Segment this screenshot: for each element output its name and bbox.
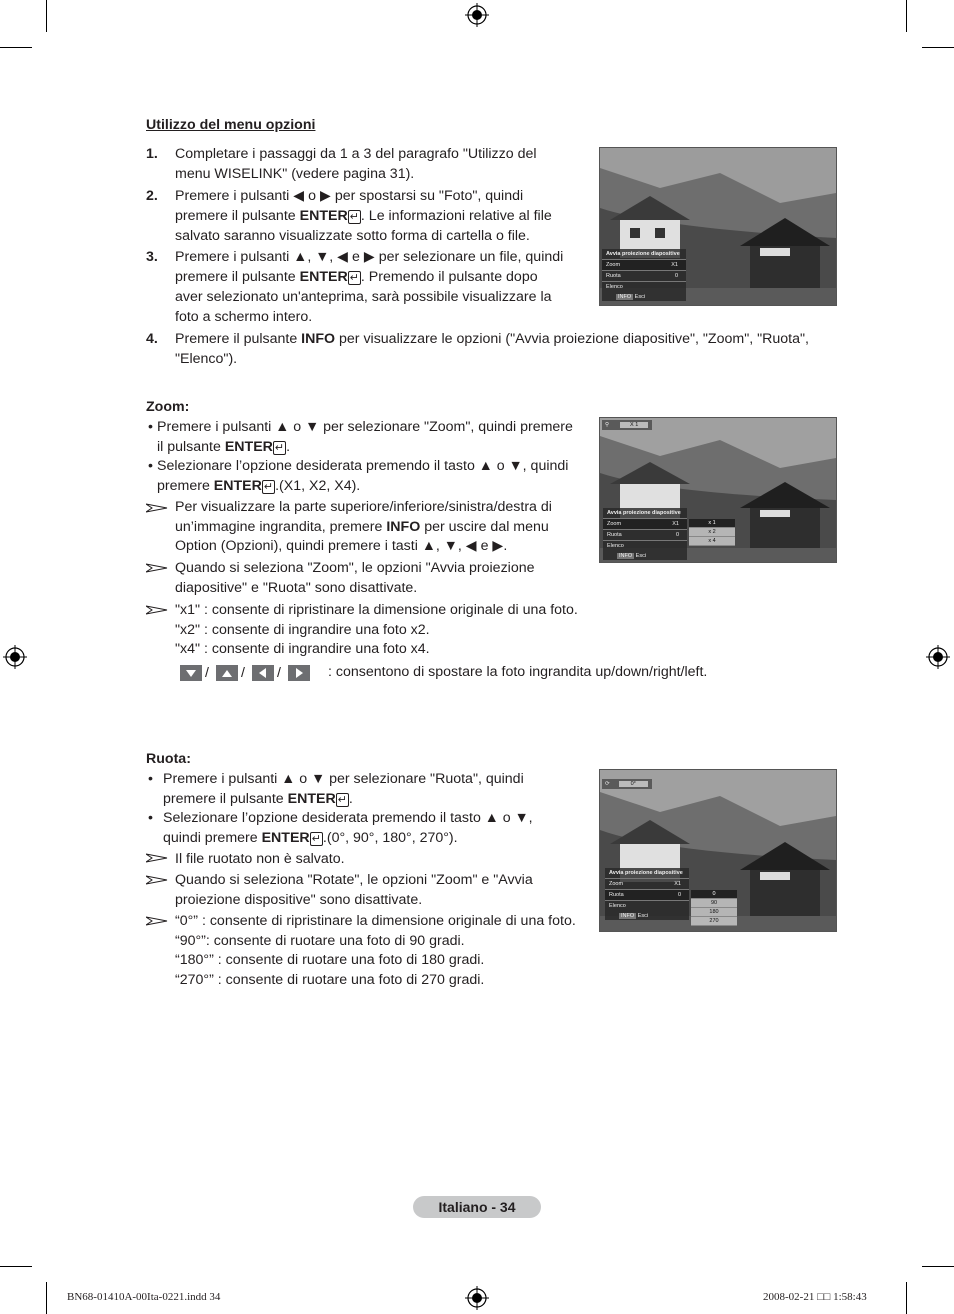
menu-title: Avvia proiezione diapositive [606, 251, 680, 257]
enter-icon: ↵ [349, 210, 359, 223]
step-number: 2. [146, 188, 158, 204]
step-3 [146, 248, 586, 327]
options-menu [602, 249, 686, 301]
menu-title: Avvia proiezione diapositive [607, 510, 681, 516]
submenu-option[interactable]: x 2 [689, 528, 735, 537]
menu-row-ruota[interactable] [603, 529, 687, 540]
bullet-text: o [289, 419, 306, 435]
enter-key-label: ENTER [261, 829, 310, 846]
enter-icon: ↵ [274, 441, 285, 454]
note-arrow-icon [146, 875, 168, 885]
submenu-option[interactable]: 270 [691, 917, 737, 926]
note-text: "x1" : consente di ripristinare la dimensione originale di una foto. [175, 602, 578, 618]
options-menu [605, 868, 689, 920]
submenu-option[interactable]: x 4 [689, 537, 735, 546]
note-arrow-icon [146, 605, 168, 615]
down-arrow-icon: ▼ [305, 419, 320, 435]
bullet-text: per selezionare "Ruota", quindi [325, 771, 524, 787]
right-arrow-icon: ▶ [319, 188, 331, 204]
tv-screen-options [599, 147, 837, 306]
left-arrow-icon: ◀ [465, 538, 477, 555]
note-text: , [435, 538, 444, 555]
note-text: , [457, 538, 466, 555]
ruota-note-1: Il file ruotato non è salvato. [175, 851, 345, 867]
note-arrow-icon [146, 916, 168, 926]
bullet-text: .(0°, 90°, 180°, 270°). [322, 829, 458, 846]
submenu-option[interactable]: 90 [691, 899, 737, 908]
menu-row-label: Elenco [609, 903, 626, 909]
enter-key-label: ENTER [224, 438, 273, 455]
page-number-label: Italiano - 34 [413, 1196, 541, 1218]
menu-row-value: X1 [672, 521, 679, 527]
menu-row-zoom[interactable] [602, 259, 686, 270]
bullet-text: .(X1, X2, X4). [275, 477, 361, 494]
submenu-option[interactable]: x 1 [689, 519, 735, 528]
note-text: e [476, 538, 493, 555]
ruota-heading: Ruota: [146, 751, 191, 767]
up-arrow-icon: ▲ [421, 538, 436, 555]
info-key-label: INFO [386, 518, 421, 535]
step-text: , [329, 249, 338, 265]
crop-mark [46, 1282, 47, 1314]
magnifier-icon: ⚲ [605, 422, 610, 428]
footer-date: 2008-02-21 □□ 1:58:43 [763, 1291, 867, 1303]
section-heading: Utilizzo del menu opzioni [146, 117, 316, 133]
note-text: “90°”: consente di ruotare una foto di 90 gradi. [175, 932, 465, 949]
enter-key-label: ENTER [299, 207, 348, 224]
note-text: "x4" : consente di ingrandire una foto x4. [175, 641, 430, 658]
menu-row-label: Elenco [606, 284, 623, 290]
slash: / [277, 665, 281, 681]
rotate-angle: 0° [619, 781, 648, 787]
exit-label: Esci [635, 553, 647, 559]
info-button[interactable]: INFO [621, 913, 635, 919]
zoom-bullet-1 [146, 418, 596, 458]
bullet-icon: • [148, 771, 153, 787]
down-arrow-icon: ▼ [508, 458, 523, 474]
crop-mark [906, 1282, 907, 1314]
options-menu [603, 508, 687, 560]
zoom-heading: Zoom: [146, 399, 190, 415]
bullet-text: . [348, 790, 353, 807]
enter-key-label: ENTER [213, 477, 262, 494]
step-number: 1. [146, 146, 158, 162]
zoom-submenu [689, 519, 735, 546]
ruota-note-2 [175, 871, 595, 910]
bullet-text: premere il pulsante [163, 790, 288, 807]
crop-mark [0, 1266, 32, 1267]
bullet-text: Selezionare l’opzione desiderata premendo il tasto [163, 810, 485, 826]
menu-row-value: 0 [675, 532, 679, 538]
step-text: foto a schermo intero. [175, 308, 313, 325]
rotate-icon: ⟳ [605, 781, 610, 787]
bullet-text: Selezionare l’opzione desiderata premendo il tasto [157, 458, 479, 474]
ruota-note-3 [175, 912, 615, 990]
registration-mark-icon [465, 3, 489, 27]
step-text: menu WISELINK" (vedere pagina 31). [175, 165, 415, 182]
submenu-option[interactable]: 0 [691, 890, 737, 899]
menu-row-value: 0 [677, 892, 681, 898]
right-arrow-icon: ▶ [363, 249, 375, 265]
bullet-icon: • [148, 419, 153, 435]
exit-label: Esci [634, 294, 646, 300]
menu-row-zoom[interactable] [603, 518, 687, 529]
step-text: "Elenco"). [175, 350, 238, 367]
registration-mark-icon [3, 645, 27, 669]
step-text: Completare i passaggi da 1 a 3 del paragrafo "Utilizzo del [175, 146, 537, 162]
note-text: “270°” : consente di ruotare una foto di 270 gradi. [175, 971, 485, 988]
down-arrow-icon: ▼ [514, 810, 529, 826]
step-text: Premere i pulsanti [175, 249, 294, 265]
menu-row-elenco[interactable] [605, 900, 689, 911]
enter-icon: ↵ [311, 832, 321, 845]
note-text: Per visualizzare la parte superiore/inferiore/sinistra/destra di [175, 499, 552, 515]
bullet-text: Premere i pulsanti [163, 771, 282, 787]
menu-row-ruota[interactable] [602, 270, 686, 281]
menu-row-zoom[interactable] [605, 878, 689, 889]
footer-file: BN68-01410A-00Ita-0221.indd 34 [67, 1291, 221, 1303]
bullet-text: , [528, 810, 533, 826]
bullet-text: . [286, 438, 291, 455]
step-text: premere il pulsante [175, 268, 300, 285]
menu-row-label: Ruota [606, 273, 621, 279]
up-arrow-icon: ▲ [478, 458, 493, 474]
enter-key-label: ENTER [299, 268, 348, 285]
right-arrow-icon: ▶ [492, 538, 504, 555]
tv-screen-zoom [599, 417, 837, 563]
menu-row-label: Zoom [606, 262, 621, 268]
step-text: per visualizzare le opzioni ("Avvia proiezione diapositive", "Zoom", "Ruota", [335, 331, 809, 347]
menu-row-elenco[interactable] [602, 281, 686, 292]
note-text: . [503, 538, 508, 555]
menu-row-value: X1 [674, 881, 681, 887]
step-1 [146, 145, 586, 184]
down-arrow-icon: ▼ [315, 249, 330, 265]
crop-mark [46, 0, 47, 32]
step-text: Premere i pulsanti [175, 188, 294, 204]
bullet-text: o [295, 771, 312, 787]
note-text: Option (Opzioni), quindi premere i tasti [175, 538, 422, 555]
step-text: o [304, 188, 320, 204]
step-text: Premere il pulsante [175, 331, 302, 347]
ruota-bullet-2 [146, 809, 596, 849]
left-arrow-icon: ◀ [337, 249, 349, 265]
enter-icon: ↵ [263, 480, 274, 493]
note-arrow-icon [146, 503, 168, 513]
menu-row-label: Ruota [609, 892, 624, 898]
step-text: per spostarsi su "Foto", quindi [330, 188, 524, 204]
rotate-submenu [691, 890, 737, 926]
menu-row-ruota[interactable] [605, 889, 689, 900]
crop-mark [922, 1266, 954, 1267]
up-arrow-icon: ▲ [293, 249, 308, 265]
step-number: 4. [146, 331, 158, 347]
step-text: salvato saranno visualizzate sotto forma di cartella o file. [175, 228, 530, 245]
bullet-text: o [492, 458, 509, 474]
enter-key-label: ENTER [287, 790, 336, 807]
menu-row-elenco[interactable] [603, 540, 687, 551]
enter-icon: ↵ [337, 793, 347, 806]
ruota-bullet-1 [146, 770, 596, 810]
note-arrow-icon [146, 853, 168, 863]
bullet-icon: • [148, 458, 153, 474]
enter-icon: ↵ [349, 271, 359, 284]
down-arrow-icon: ▼ [443, 538, 458, 555]
zoom-note-2 [175, 559, 595, 598]
up-button-icon [216, 665, 238, 681]
note-text: proiezione dispositive" sono disattivate. [175, 891, 423, 908]
up-arrow-icon: ▲ [275, 419, 290, 435]
crop-mark [0, 47, 32, 48]
registration-mark-icon [465, 1286, 489, 1310]
nav-description: : consentono di spostare la foto ingrandita up/down/right/left. [328, 664, 708, 680]
crop-mark [922, 47, 954, 48]
menu-row-label: Elenco [607, 543, 624, 549]
note-text: diapositive" e "Ruota" sono disattivate. [175, 579, 418, 596]
note-text: "x2" : consente di ingrandire una foto x2. [175, 621, 430, 638]
bullet-icon: • [148, 810, 153, 826]
bullet-text: premere [157, 477, 214, 494]
menu-row-label: Zoom [607, 521, 622, 527]
menu-title: Avvia proiezione diapositive [609, 870, 683, 876]
step-text: . Premendo il pulsante dopo [360, 268, 538, 285]
zoom-bullet-2 [146, 457, 596, 497]
note-text: Quando si seleziona "Rotate", le opzioni "Zoom" e "Avvia [175, 872, 533, 888]
zoom-note-1 [175, 498, 595, 557]
crop-mark [906, 0, 907, 32]
bullet-text: quindi premere [163, 829, 262, 846]
note-text: “0°” : consente di ripristinare la dimensione originale di una foto. [175, 913, 576, 929]
up-arrow-icon: ▲ [281, 771, 296, 787]
tv-screen-rotate [599, 769, 837, 932]
bullet-text: o [498, 810, 515, 826]
note-text: Quando si seleziona "Zoom", le opzioni "Avvia proiezione [175, 560, 535, 576]
note-arrow-icon [146, 563, 168, 573]
info-button[interactable]: INFO [618, 294, 632, 300]
menu-row-value: 0 [674, 273, 678, 279]
step-text: . Le informazioni relative al file [360, 207, 552, 224]
slash: / [205, 665, 209, 681]
step-text: per selezionare un file, quindi [374, 249, 564, 265]
note-text: per uscire dal menu [420, 518, 549, 535]
step-2 [146, 187, 586, 247]
submenu-option[interactable]: 180 [691, 908, 737, 917]
down-arrow-icon: ▼ [311, 771, 326, 787]
note-text: “180°” : consente di ruotare una foto di 180 gradi. [175, 952, 485, 969]
menu-row-value: X1 [671, 262, 678, 268]
exit-label: Esci [637, 913, 649, 919]
bullet-text: , quindi [522, 458, 569, 474]
info-key-label: INFO [301, 331, 336, 347]
zoom-note-3 [175, 601, 775, 660]
rotate-indicator [602, 779, 652, 789]
registration-mark-icon [926, 645, 950, 669]
bullet-text: il pulsante [157, 438, 225, 455]
menu-row-label: Ruota [607, 532, 622, 538]
step-4 [146, 330, 846, 369]
info-button[interactable]: INFO [619, 553, 633, 559]
step-number: 3. [146, 249, 158, 265]
zoom-level: X 1 [620, 422, 648, 428]
up-arrow-icon: ▲ [484, 810, 499, 826]
menu-row-label: Zoom [609, 881, 624, 887]
bullet-text: per selezionare "Zoom", quindi premere [319, 419, 573, 435]
step-text: aver selezionato un'anteprima, sarà possibile visualizzare la [175, 289, 552, 306]
bullet-text: Premere i pulsanti [157, 419, 276, 435]
left-button-icon [252, 665, 274, 681]
step-text: e [348, 249, 364, 265]
note-text: un’immagine ingrandita, premere [175, 518, 387, 535]
down-button-icon [180, 665, 202, 681]
zoom-indicator [602, 420, 652, 430]
step-text: , [307, 249, 316, 265]
step-text: premere il pulsante [175, 207, 300, 224]
right-button-icon [288, 665, 310, 681]
left-arrow-icon: ◀ [293, 188, 305, 204]
slash: / [241, 665, 245, 681]
